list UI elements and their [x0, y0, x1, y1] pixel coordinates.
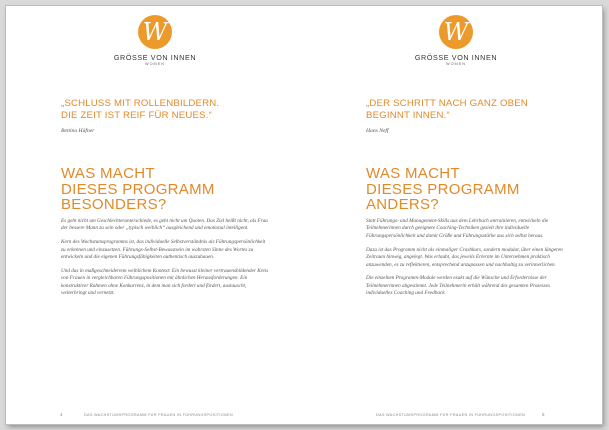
- quote-line-2: BEGINNT INNEN.“: [366, 109, 450, 121]
- page-footer: DAS WACHSTUMSPROGRAMM FÜR FRAUEN IN FÜHRUNGSPOSITIONEN: [84, 413, 233, 417]
- paragraph: Die einzelnen Programm-Module werden exakt auf die Wünsche und Erfordernisse der Teilnehmerinnen abgestimmt. Jede Teilnehmerin erhält während des gesamten Prozesses individuelles Coaching und Feedback.: [366, 275, 550, 297]
- heading-line-3: BESONDERS?: [61, 196, 167, 213]
- quote-author: Bettina Häfner: [61, 128, 95, 134]
- page-footer: DAS WACHSTUMSPROGRAMM FÜR FRAUEN IN FÜHRUNGSPOSITIONEN: [376, 413, 525, 417]
- right-page: [304, 6, 602, 424]
- logo-letter: W: [142, 18, 168, 46]
- section-heading: [61, 166, 215, 213]
- body-text: [366, 218, 576, 304]
- body-text: [61, 218, 271, 304]
- logo-sub: WOMEN: [145, 62, 165, 66]
- logo-letter: W: [443, 18, 469, 46]
- logo-sub: WOMEN: [446, 62, 466, 66]
- heading-line-1: WAS MACHT: [366, 165, 460, 182]
- heading-line-1: WAS MACHT: [61, 165, 155, 182]
- quote-line-1: „SCHLUSS MIT ROLLENBILDERN.: [61, 98, 220, 109]
- quote: [61, 98, 219, 121]
- heading-line-2: DIESES PROGRAMM: [366, 180, 520, 198]
- heading-line-2: DIESES PROGRAMM: [61, 180, 215, 198]
- page-number: 4: [60, 412, 63, 417]
- paragraph: Statt Führungs- und Management-Skills aus dem Lehrbuch antrainieren, entwickeln die Teilnehmerinnen durch geeignete Coaching-Techniken gezielt ihre individuelle Führungspersönlichkeit und damit Größe und Führungsstärke aus sich selbst heraus.: [366, 218, 549, 239]
- logo-w-icon: [138, 15, 172, 49]
- heading-line-3: ANDERS?: [366, 196, 439, 213]
- quote-author: Hans Neff: [366, 128, 389, 134]
- logo-name: GRÖSSE VON INNEN: [113, 53, 197, 62]
- section-heading: [366, 166, 520, 213]
- quote-line-1: „DER SCHRITT NACH GANZ OBEN: [366, 98, 528, 109]
- logo-w-icon: [439, 15, 473, 49]
- quote-line-2: DIE ZEIT IST REIF FÜR NEUES.“: [61, 109, 212, 121]
- paragraph: Und das in maßgeschneidertem weiblichem Kontext: Ein bewusst kleiner vertrauensbildender Kreis von Frauen in vergleichbaren Führungspositionen mit ähnlichen Herausforderungen. Ein konstruktiver Rahmen ohne Konkurrenz, in dem man sich fordert und fördert, austauscht, weiterbringt und vernetzt.: [61, 268, 269, 297]
- logo-name: GRÖSSE VON INNEN: [414, 53, 498, 62]
- paragraph: Dazu ist das Programm nicht als einmaliger Crashkurs, sondern modular, über einen längeren Zeitraum hinweg, angelegt. Was erlaubt, das jeweils Erlernte im Unternehmen praktisch anzuwenden, es zu reflektieren, entsprechend anzupassen und nachhaltig zu verinnerlichen.: [366, 246, 563, 268]
- brochure-spread: [6, 6, 602, 424]
- page-number: 5: [542, 412, 545, 417]
- paragraph: Kern des Wachstumsprogramms ist, das individuelle Selbstverständnis als Führungspersönlichkeit zu erkennen und einzusetzen. Führungs-Selbst-Bewusstsein im wahrsten Sinne des Wortes zu entwickeln und die eigenen Führungsfähigkeiten authentisch auszubauen.: [61, 239, 266, 261]
- quote: [366, 98, 528, 121]
- paragraph: Es geht nicht um Geschlechterunterschiede, es geht nicht um Quoten. Das Ziel heißt nicht, als Frau der bessere Mann zu sein oder „typisch weiblich“ ausgleichend und emotional intelligent.: [61, 218, 268, 232]
- left-page: [6, 6, 304, 424]
